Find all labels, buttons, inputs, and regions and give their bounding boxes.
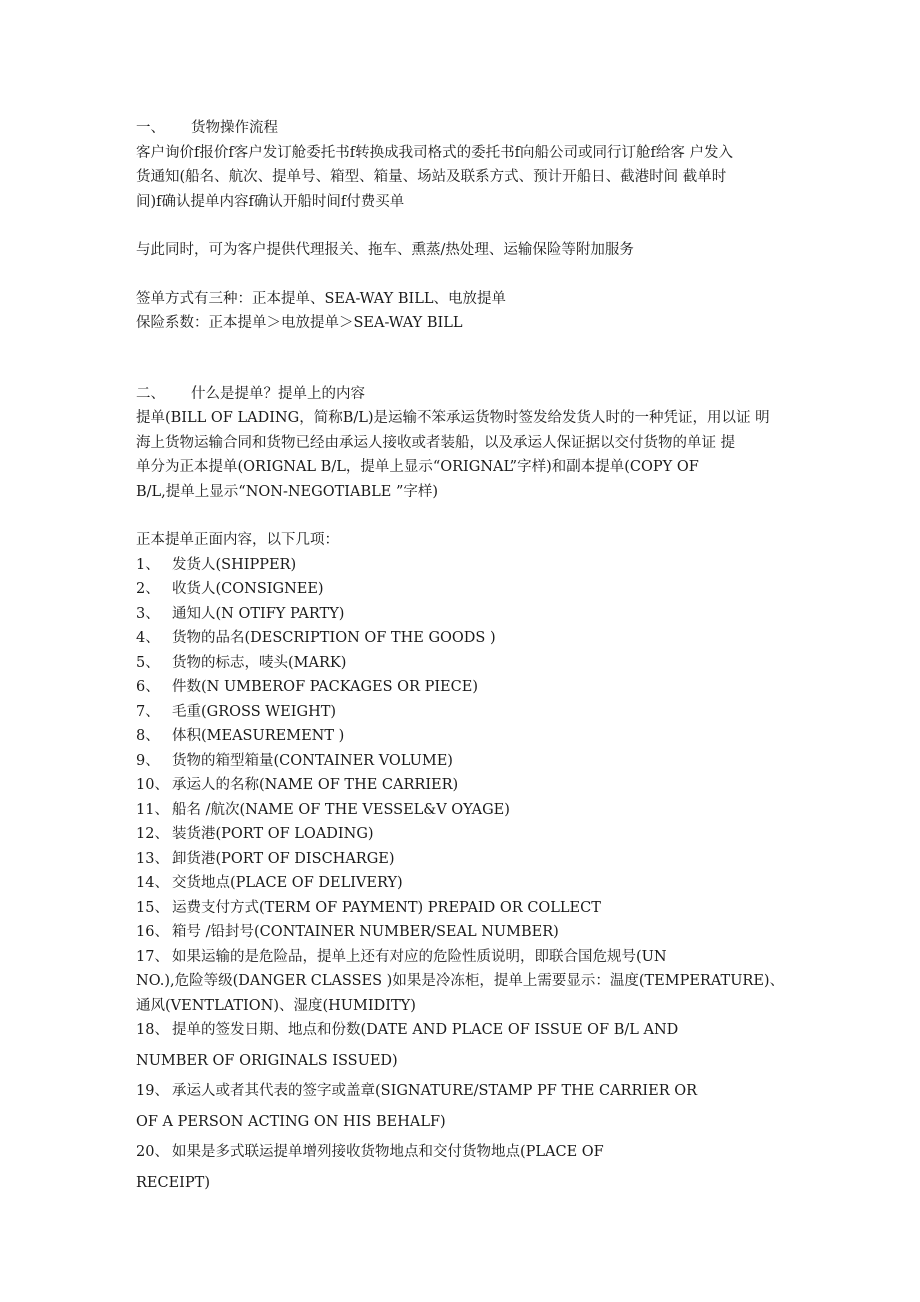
list-item-number: 2、 bbox=[136, 581, 160, 597]
list-item-number: 13、 bbox=[136, 850, 169, 867]
list-item bbox=[136, 773, 796, 798]
list-item bbox=[136, 798, 796, 823]
list-item-text: 装货港(PORT OF LOADING) bbox=[172, 826, 374, 842]
section1-heading bbox=[136, 116, 796, 141]
list-item-number: 17、 bbox=[136, 948, 169, 965]
list-item-number: 3、 bbox=[136, 605, 160, 622]
list-item bbox=[136, 847, 796, 872]
list-item-number: 7、 bbox=[136, 703, 160, 720]
list-item-number: 5、 bbox=[136, 654, 160, 671]
list-item bbox=[136, 896, 796, 921]
list-item-20-cont: RECEIPT) bbox=[136, 1174, 210, 1191]
definition-line-1: 提单(BILL OF LADING，简称B/L)是运输不笨承运货物时签发给发货人时的一种凭证，用以证 明 bbox=[136, 410, 770, 426]
list-item bbox=[136, 700, 796, 725]
section2-heading-text: 什么是提单？提单上的内容 bbox=[191, 385, 365, 402]
list-item bbox=[136, 553, 796, 578]
items-intro: 正本提单正面内容，以下几项： bbox=[136, 532, 339, 548]
definition-line-2: 海上货物运输合同和货物已经由承运人接收或者装船，以及承运人保证据以交付货物的单证 提 bbox=[136, 434, 736, 451]
list-item-text: 毛重(GROSS WEIGHT) bbox=[172, 703, 337, 720]
list-item-number: 4、 bbox=[136, 630, 160, 646]
definition-line-3: 单分为正本提单(ORIGNAL B/L，提单上显示“ORIGNAL”字样)和副本提单(COPY OF bbox=[136, 459, 699, 475]
list-item-text: 货物的标志，唛头(MARK) bbox=[172, 654, 347, 671]
list-item-text: 体积(MEASUREMENT ) bbox=[172, 728, 345, 744]
document-page bbox=[136, 116, 796, 1195]
list-item-number: 20、 bbox=[136, 1144, 169, 1160]
signing-methods: 签单方式有三种：正本提单、SEA-WAY BILL、电放提单 bbox=[136, 290, 506, 307]
section1-heading-text: 货物操作流程 bbox=[191, 120, 278, 136]
list-item-number: 6、 bbox=[136, 679, 160, 695]
list-item bbox=[136, 749, 796, 774]
list-item-19-cont: OF A PERSON ACTING ON HIS BEHALF) bbox=[136, 1113, 446, 1130]
section2-heading-num: 二、 bbox=[136, 385, 165, 402]
list-item-number: 18、 bbox=[136, 1022, 169, 1038]
list-item bbox=[136, 871, 796, 896]
list-item bbox=[136, 920, 796, 945]
list-item-number: 8、 bbox=[136, 728, 160, 744]
list-item-text: 承运人的名称(NAME OF THE CARRIER) bbox=[172, 777, 459, 793]
list-item bbox=[136, 675, 796, 700]
section1-heading-num: 一、 bbox=[136, 120, 165, 136]
insurance-ranking: 保险系数：正本提单＞电放提单＞SEA-WAY BILL bbox=[136, 315, 463, 331]
list-item-number: 9、 bbox=[136, 752, 160, 769]
list-item-19 bbox=[136, 1079, 796, 1104]
list-item-17 bbox=[136, 945, 796, 970]
list-item bbox=[136, 577, 796, 602]
list-item-18-cont: NUMBER OF ORIGINALS ISSUED) bbox=[136, 1052, 398, 1069]
list-item bbox=[136, 651, 796, 676]
list-item-18 bbox=[136, 1018, 796, 1043]
list-item-text: 运费支付方式(TERM OF PAYMENT) PREPAID OR COLLECT bbox=[172, 899, 601, 916]
bl-items-list bbox=[136, 553, 796, 945]
list-item-text: 货物的箱型箱量(CONTAINER VOLUME) bbox=[172, 752, 453, 769]
list-item-text: 收货人(CONSIGNEE) bbox=[172, 581, 324, 597]
definition-line-4: B/L,提单上显示“NON-NEGOTIABLE ”字样) bbox=[136, 483, 439, 500]
list-item-text: 发货人(SHIPPER) bbox=[172, 556, 297, 573]
list-item-number: 10、 bbox=[136, 777, 169, 793]
list-item-20 bbox=[136, 1140, 796, 1165]
list-item-number: 15、 bbox=[136, 899, 169, 916]
list-item-text: 如果运输的是危险品，提单上还有对应的危险性质说明，即联合国危规号(UN bbox=[172, 948, 667, 965]
section2-heading bbox=[136, 382, 796, 407]
flow-line-3: 间)f确认提单内容f确认开船时间f付费买单 bbox=[136, 193, 405, 210]
list-item bbox=[136, 724, 796, 749]
list-item-text: 货物的品名(DESCRIPTION OF THE GOODS ) bbox=[172, 630, 496, 646]
flow-line-1: 客户询价f报价f客户发订舱委托书f转换成我司格式的委托书f向船公司或同行订舱f给客 户发入 bbox=[136, 144, 733, 161]
services-text: 与此同时，可为客户提供代理报关、拖车、熏蒸/热处理、运输保险等附加服务 bbox=[136, 242, 634, 258]
list-item-17-cont-2: 通风(VENTLATION)、湿度(HUMIDITY) bbox=[136, 997, 416, 1014]
list-item-text: 卸货港(PORT OF DISCHARGE) bbox=[172, 850, 395, 867]
list-item bbox=[136, 822, 796, 847]
list-item bbox=[136, 602, 796, 627]
list-item-text: 承运人或者其代表的签字或盖章(SIGNATURE/STAMP PF THE CARRIER OR bbox=[172, 1083, 698, 1099]
list-item-text: 件数(N UMBEROF PACKAGES OR PIECE) bbox=[172, 679, 478, 695]
flow-line-2: 货通知(船名、航次、提单号、箱型、箱量、场站及联系方式、预计开船日、截港时间 截单时 bbox=[136, 169, 727, 185]
list-item-number: 19、 bbox=[136, 1083, 169, 1099]
list-item-text: 交货地点(PLACE OF DELIVERY) bbox=[172, 875, 403, 891]
list-item-17-cont-1: NO.),危险等级(DANGER CLASSES )如果是冷冻柜，提单上需要显示：温度(TEMPERATURE)、 bbox=[136, 973, 785, 989]
list-item-text: 提单的签发日期、地点和份数(DATE AND PLACE OF ISSUE OF B/L AND bbox=[172, 1022, 679, 1038]
list-item-text: 箱号 /铅封号(CONTAINER NUMBER/SEAL NUMBER) bbox=[172, 924, 559, 940]
list-item-number: 1、 bbox=[136, 556, 160, 573]
list-item bbox=[136, 626, 796, 651]
list-item-text: 船名 /航次(NAME OF THE VESSEL&V OYAGE) bbox=[172, 801, 510, 818]
list-item-text: 如果是多式联运提单增列接收货物地点和交付货物地点(PLACE OF bbox=[172, 1144, 604, 1160]
list-item-number: 14、 bbox=[136, 875, 169, 891]
list-item-number: 11、 bbox=[136, 801, 169, 818]
list-item-number: 12、 bbox=[136, 826, 169, 842]
list-item-text: 通知人(N OTIFY PARTY) bbox=[172, 605, 345, 622]
list-item-number: 16、 bbox=[136, 924, 169, 940]
